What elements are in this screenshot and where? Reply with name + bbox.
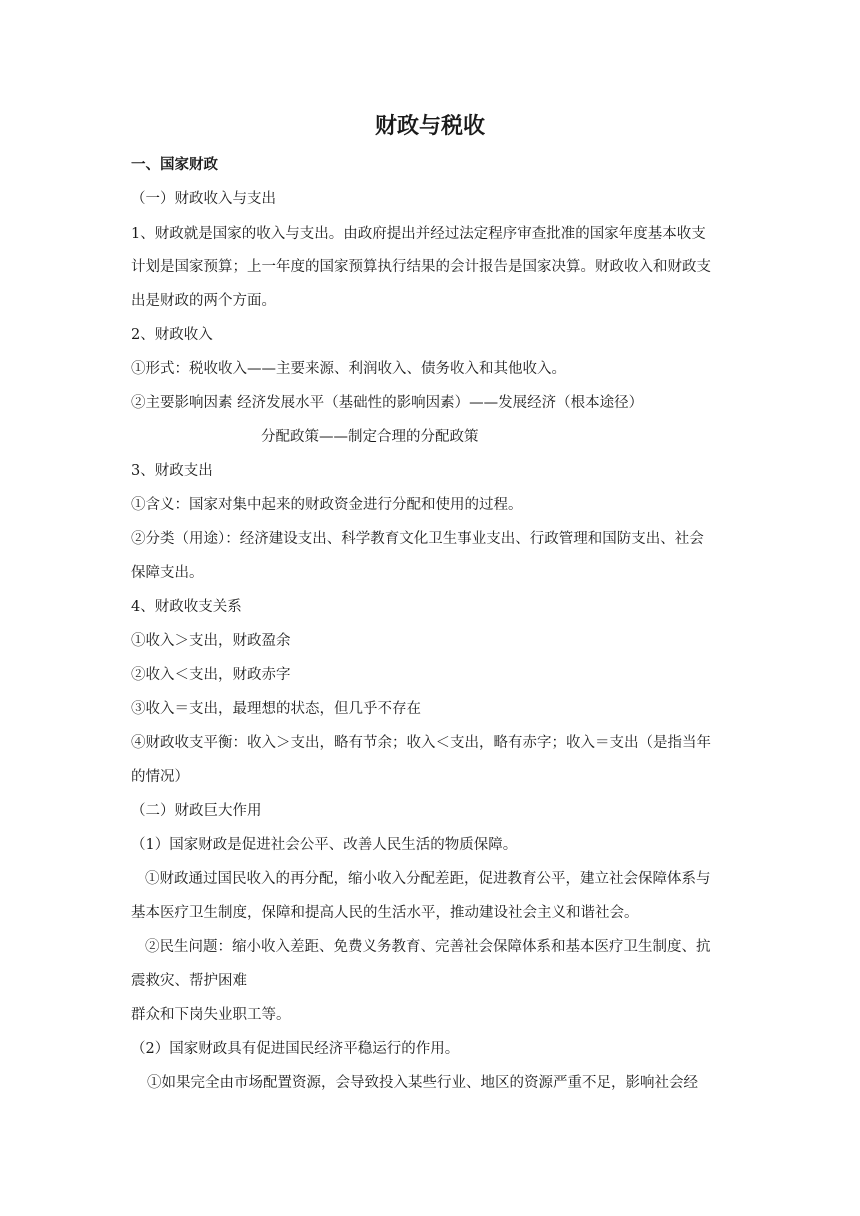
paragraph-line: ①收入＞支出，财政盈余 <box>131 633 291 649</box>
section-heading-national-finance: 一、国家财政 <box>131 157 218 173</box>
paragraph-line: ②主要影响因素 经济发展水平（基础性的影响因素）——发展经济（根本途径） <box>131 395 644 411</box>
paragraph-line: ①含义：国家对集中起来的财政资金进行分配和使用的过程。 <box>131 497 523 513</box>
paragraph-line: （1）国家财政是促进社会公平、改善人民生活的物质保障。 <box>131 837 518 853</box>
document-title: 财政与税收 <box>374 114 485 139</box>
paragraph-line: ②收入＜支出，财政赤字 <box>131 667 291 683</box>
paragraph-line: 保障支出。 <box>131 565 204 581</box>
paragraph-line: ①如果完全由市场配置资源，会导致投入某些行业、地区的资源严重不足，影响社会经 <box>147 1075 698 1091</box>
paragraph-line: 基本医疗卫生制度，保障和提高人民的生活水平，推动建设社会主义和谐社会。 <box>131 905 639 921</box>
paragraph-line: ①形式：税收收入——主要来源、利润收入、债务收入和其他收入。 <box>131 361 566 377</box>
item-heading-fiscal-expenditure: 3、财政支出 <box>131 463 213 479</box>
paragraph-line: 震救灾、帮护困难 <box>131 973 247 989</box>
paragraph-line: 分配政策——制定合理的分配政策 <box>261 429 479 445</box>
paragraph-line: ④财政收支平衡：收入＞支出，略有节余；收入＜支出，略有赤字；收入＝支出（是指当年 <box>131 735 711 751</box>
paragraph-line: （2）国家财政具有促进国民经济平稳运行的作用。 <box>131 1041 460 1057</box>
item-heading-fiscal-income: 2、财政收入 <box>131 327 213 343</box>
paragraph-line: 出是财政的两个方面。 <box>131 293 276 309</box>
paragraph-line: ②分类（用途）：经济建设支出、科学教育文化卫生事业支出、行政管理和国防支出、社会 <box>131 531 704 547</box>
paragraph-line: 的情况） <box>131 769 189 785</box>
subsection-heading-finance-role: （二）财政巨大作用 <box>131 803 262 819</box>
subsection-heading-income-expenditure: （一）财政收入与支出 <box>131 191 276 207</box>
paragraph-line: 群众和下岗失业职工等。 <box>131 1007 291 1023</box>
paragraph-line: ③收入＝支出，最理想的状态，但几乎不存在 <box>131 701 421 717</box>
item-heading-balance: 4、财政收支关系 <box>131 599 242 615</box>
paragraph-line: ①财政通过国民收入的再分配，缩小收入分配差距，促进教育公平，建立社会保障体系与 <box>145 871 711 887</box>
paragraph-line: 计划是国家预算；上一年度的国家预算执行结果的会计报告是国家决算。财政收入和财政支 <box>131 259 711 275</box>
paragraph-line: 1、财政就是国家的收入与支出。由政府提出并经过法定程序审查批准的国家年度基本收支 <box>131 226 706 242</box>
paragraph-line: ②民生问题：缩小收入差距、免费义务教育、完善社会保障体系和基本医疗卫生制度、抗 <box>145 939 711 955</box>
